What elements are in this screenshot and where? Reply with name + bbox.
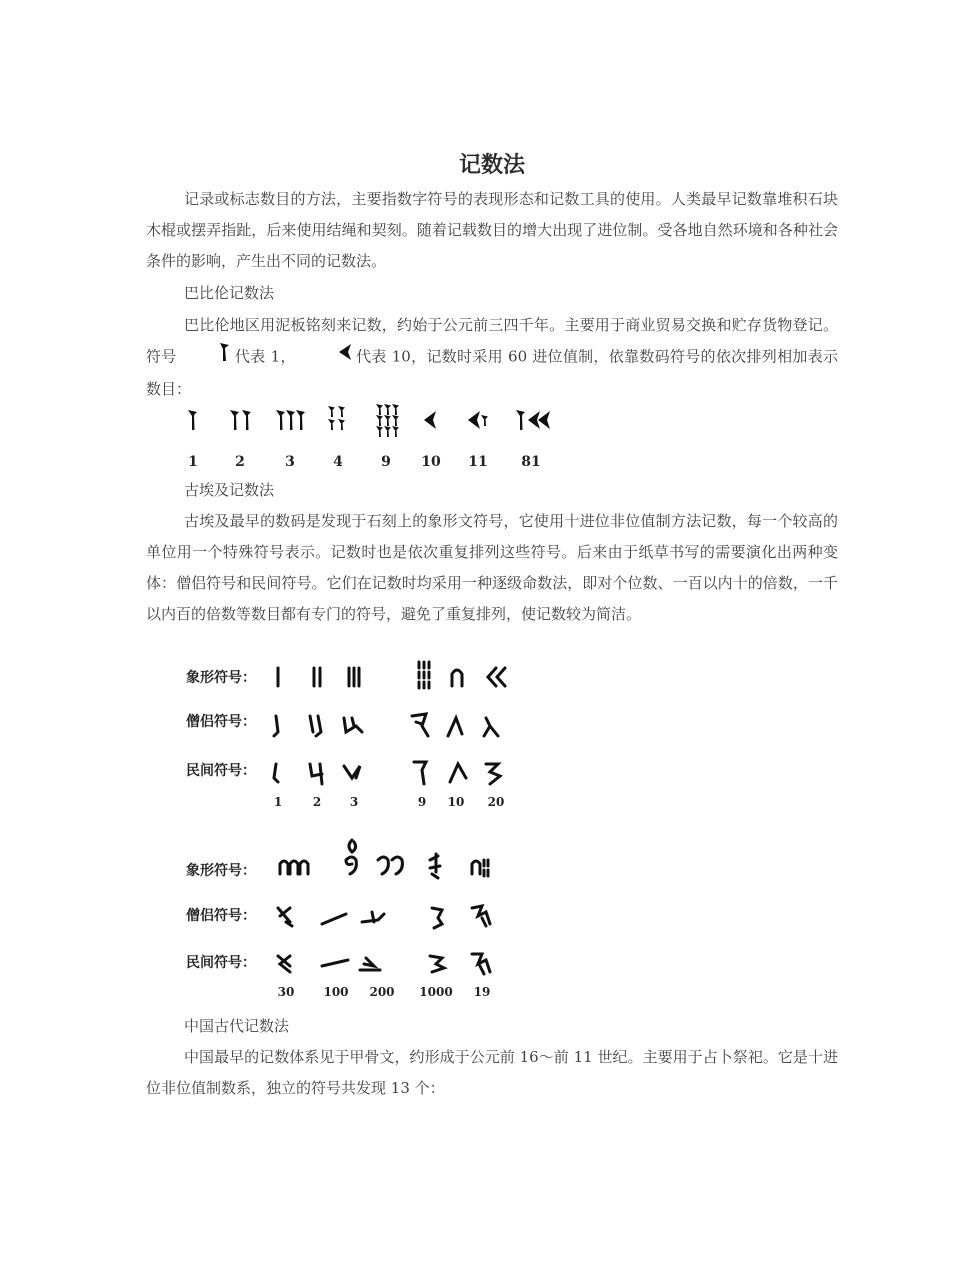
egypt-num-2: 2 — [312, 795, 322, 809]
intro-paragraph: 记录或标志数目的方法，主要指数字符号的表现形态和记数工具的使用。人类最早记数靠堆积石块木棍或摆弄指趾，后来使用结绳和契刻。随着记载数目的增大出现了进位制。受各地自然环境和各种社会条件的影响，产生出不同的记数法。 — [146, 190, 838, 270]
babylon-text-c: 代表 10，记数时采用 60 进位值制，依靠数码符号的依次排列相加表示数目： — [146, 347, 838, 398]
babylon-label-9: 9 — [381, 454, 391, 470]
babylon-label-10: 10 — [421, 454, 441, 470]
page-title: 记数法 — [458, 153, 525, 178]
egypt-row-demotic-1: 民间符号： — [186, 763, 256, 779]
egypt-num-3: 3 — [349, 795, 359, 809]
egypt-num-1: 1 — [273, 795, 283, 809]
egypt-num-200: 200 — [369, 985, 395, 999]
babylon-label-11: 11 — [468, 454, 488, 470]
egypt-num-100: 100 — [323, 985, 349, 999]
egypt-num-20: 20 — [487, 795, 505, 809]
babylon-label-4: 4 — [333, 454, 343, 470]
babylon-text-b: 代表 1， — [234, 347, 296, 366]
egypt-heading: 古埃及记数法 — [184, 481, 275, 499]
egypt-num-30: 30 — [277, 985, 295, 999]
egypt-num-9: 9 — [417, 795, 427, 809]
egypt-row-hieroglyphic-2: 象形符号： — [186, 863, 256, 879]
cuneiform-ten-icon — [298, 342, 354, 373]
babylon-label-2: 2 — [235, 454, 245, 470]
egypt-row-demotic-2: 民间符号： — [186, 955, 256, 971]
cuneiform-one-icon — [179, 341, 233, 374]
egyptian-numerals-figure — [186, 660, 526, 1009]
egypt-paragraph: 古埃及最早的数码是发现于石刻上的象形文符号，它使用十进位非位值制方法记数，每一个较高的单位用一个特殊符号表示。记数时也是依次重复排列这些符号。后来由于纸草书写的需要演化出两种变体：僧侣符号和民间符号。它们在记数时均采用一种逐级命数法，即对个位数、一百以内十的倍数，一千以内百的倍数等数目都有专门的符号，避免了重复排列，使记数较为简洁。 — [146, 512, 838, 623]
egypt-num-19: 19 — [473, 985, 491, 999]
egypt-num-1000: 1000 — [419, 985, 453, 999]
babylon-label-81: 81 — [521, 454, 541, 470]
babylon-text-a: 巴比伦地区用泥板铭刻来记数，约始于公元前三四千年。主要用于商业贸易交换和贮存货物登记。符号 — [146, 316, 838, 366]
babylonian-numerals-figure — [176, 402, 596, 476]
china-heading: 中国古代记数法 — [184, 1017, 290, 1035]
babylon-label-1: 1 — [188, 454, 198, 470]
egypt-row-hieratic-1: 僧侣符号： — [186, 714, 256, 730]
babylon-paragraph — [146, 310, 838, 405]
china-paragraph: 中国最早的记数体系见于甲骨文，约形成于公元前 16～前 11 世纪。主要用于占卜祭祀。它是十进位非位值制数系，独立的符号共发现 13 个： — [146, 1048, 838, 1097]
egypt-row-hieroglyphic-1: 象形符号： — [186, 670, 256, 686]
babylon-heading: 巴比伦记数法 — [184, 284, 275, 302]
egypt-row-hieratic-2: 僧侣符号： — [186, 908, 256, 924]
babylon-label-3: 3 — [285, 454, 295, 470]
egypt-num-10: 10 — [447, 795, 465, 809]
